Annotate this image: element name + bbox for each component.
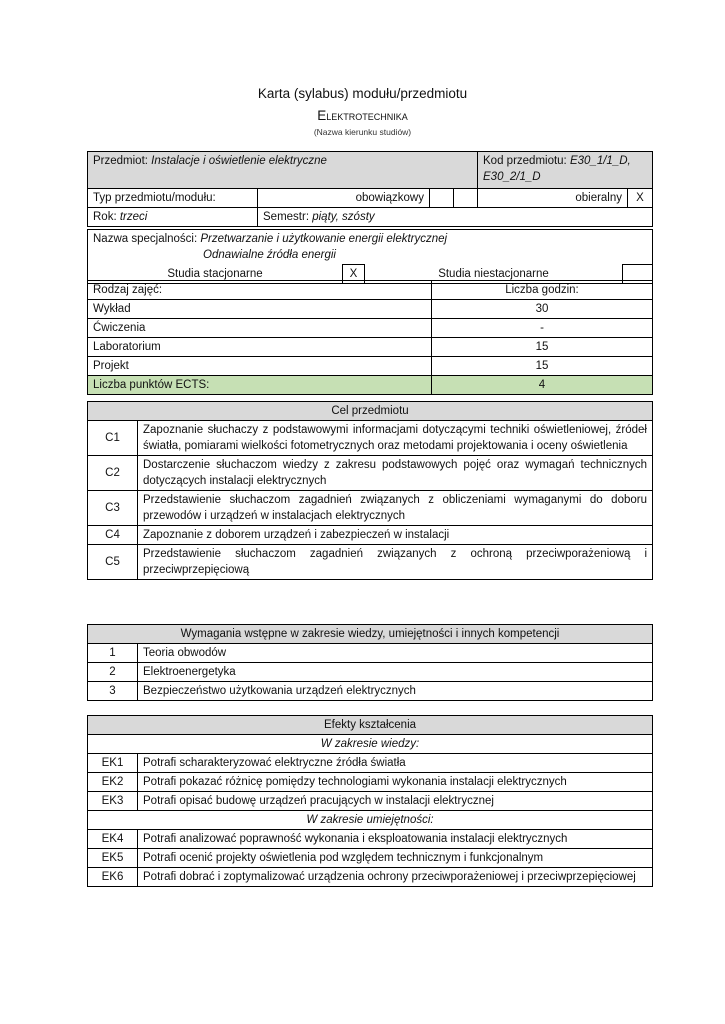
specjalnosc-1: Przetwarzanie i użytkowanie energii elektrycznej bbox=[200, 233, 448, 245]
ects-label: Liczba punktów ECTS: bbox=[88, 376, 432, 395]
zajecia-name: Laboratorium bbox=[88, 338, 432, 357]
przedmiot-value: Instalacje i oświetlenie elektryczne bbox=[151, 155, 327, 167]
zajecia-hours: 15 bbox=[432, 338, 653, 357]
semestr-label: Semestr: bbox=[263, 211, 310, 223]
wymagania-table bbox=[87, 624, 653, 701]
efekt-code: EK6 bbox=[88, 868, 138, 887]
cel-table bbox=[87, 401, 653, 580]
efekt-text: Potrafi opisać budowę urządzeń pracujących w instalacji elektrycznej bbox=[138, 792, 653, 811]
kod-value: E30_1/1_D, E30_2/1_D bbox=[483, 155, 631, 183]
zajecia-hours: 15 bbox=[432, 357, 653, 376]
efekt-code: EK4 bbox=[88, 830, 138, 849]
specjalnosc-table bbox=[87, 229, 653, 284]
specjalnosc-cell bbox=[88, 230, 653, 265]
cel-code: C5 bbox=[88, 545, 138, 580]
przedmiot-label: Przedmiot: bbox=[93, 155, 148, 167]
cel-code: C2 bbox=[88, 456, 138, 491]
zajecia-table bbox=[87, 280, 653, 395]
niestacjonarne-label: Studia niestacjonarne bbox=[365, 265, 623, 284]
rok-value: trzeci bbox=[119, 211, 148, 223]
ects-value: 4 bbox=[432, 376, 653, 395]
efekt-text: Potrafi analizować poprawność wykonania i eksploatowania instalacji elektrycznych bbox=[138, 830, 653, 849]
cel-title: Cel przedmiotu bbox=[88, 402, 653, 421]
cel-text: Zapoznanie słuchaczy z podstawowymi informacjami dotyczącymi techniki oświetleniowej, źródeł światła, pomiarami wielkości fotometrycznych oraz metodami projektowania i oceny oświetlenia bbox=[138, 421, 653, 456]
przedmiot-cell bbox=[88, 152, 478, 189]
wymagania-code: 1 bbox=[88, 644, 138, 663]
zajecia-name: Ćwiczenia bbox=[88, 319, 432, 338]
rok-label: Rok: bbox=[93, 211, 117, 223]
efekt-code: EK3 bbox=[88, 792, 138, 811]
specjalnosc-2: Odnawialne źródła energii bbox=[203, 249, 336, 261]
efekt-code: EK5 bbox=[88, 849, 138, 868]
godziny-label: Liczba godzin: bbox=[432, 281, 653, 300]
wymagania-title: Wymagania wstępne w zakresie wiedzy, umiejętności i innych kompetencji bbox=[88, 625, 653, 644]
spacer-cell bbox=[454, 189, 478, 208]
efekt-text: Potrafi pokazać różnicę pomiędzy technologiami wykonania instalacji elektrycznych bbox=[138, 773, 653, 792]
obieralny-mark: X bbox=[628, 189, 653, 208]
zajecia-hours: - bbox=[432, 319, 653, 338]
cel-text: Przedstawienie słuchaczom zagadnień związanych z obliczeniami wymaganymi do doboru przewodów i urządzeń w instalacjach elektrycznych bbox=[138, 491, 653, 526]
zajecia-hours: 30 bbox=[432, 300, 653, 319]
cel-code: C4 bbox=[88, 526, 138, 545]
cel-code: C3 bbox=[88, 491, 138, 526]
stacjonarne-mark: X bbox=[343, 265, 365, 284]
zajecia-name: Projekt bbox=[88, 357, 432, 376]
kod-cell bbox=[478, 152, 653, 189]
specjalnosc-label: Nazwa specjalności: bbox=[93, 233, 198, 245]
subject-name: Elektrotechnika bbox=[317, 108, 408, 123]
wiedza-label: W zakresie wiedzy: bbox=[88, 735, 653, 754]
umiejetnosci-label: W zakresie umiejętności: bbox=[88, 811, 653, 830]
cel-text: Dostarczenie słuchaczom wiedzy z zakresu podstawowych pojęć oraz wymagań technicznych dotyczących instalacji elektrycznych bbox=[138, 456, 653, 491]
obowiazkowy-label: obowiązkowy bbox=[258, 189, 430, 208]
zajecia-name: Wykład bbox=[88, 300, 432, 319]
typ-label: Typ przedmiotu/modułu: bbox=[88, 189, 258, 208]
cel-code: C1 bbox=[88, 421, 138, 456]
efekt-text: Potrafi dobrać i zoptymalizować urządzenia ochrony przeciwporażeniowej i przeciwprzepięciowej bbox=[138, 868, 653, 887]
efekt-text: Potrafi scharakteryzować elektryczne źródła światła bbox=[138, 754, 653, 773]
efekt-text: Potrafi ocenić projekty oświetlenia pod względem technicznym i funkcjonalnym bbox=[138, 849, 653, 868]
efekty-table bbox=[87, 715, 653, 887]
cel-text: Zapoznanie z doborem urządzeń i zabezpieczeń w instalacji bbox=[138, 526, 653, 545]
efekt-code: EK1 bbox=[88, 754, 138, 773]
semestr-cell bbox=[258, 208, 653, 227]
document-title: Karta (sylabus) modułu/przedmiotu bbox=[257, 86, 468, 101]
kod-label: Kod przedmiotu: bbox=[483, 155, 567, 167]
stacjonarne-label: Studia stacjonarne bbox=[88, 265, 343, 284]
wymagania-text: Bezpieczeństwo użytkowania urządzeń elektrycznych bbox=[138, 682, 653, 701]
wymagania-code: 2 bbox=[88, 663, 138, 682]
obowiazkowy-box bbox=[430, 189, 454, 208]
rok-cell bbox=[88, 208, 258, 227]
obieralny-label: obieralny bbox=[478, 189, 628, 208]
wymagania-text: Teoria obwodów bbox=[138, 644, 653, 663]
efekty-title: Efekty kształcenia bbox=[88, 716, 653, 735]
subject-note: (Nazwa kierunku studiów) bbox=[313, 127, 412, 137]
info-table bbox=[87, 151, 653, 227]
semestr-value: piąty, szósty bbox=[312, 211, 375, 223]
rodzaj-label: Rodzaj zajęć: bbox=[88, 281, 432, 300]
cel-text: Przedstawienie słuchaczom zagadnień związanych z ochroną przeciwporażeniową i przeciwprzepięciową bbox=[138, 545, 653, 580]
wymagania-text: Elektroenergetyka bbox=[138, 663, 653, 682]
efekt-code: EK2 bbox=[88, 773, 138, 792]
wymagania-code: 3 bbox=[88, 682, 138, 701]
